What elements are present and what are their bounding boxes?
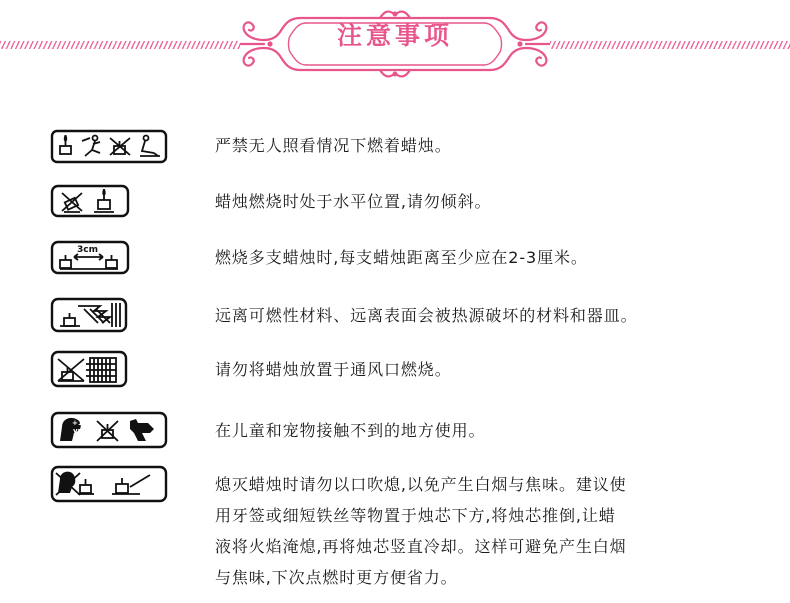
keep-level-icon (50, 184, 130, 218)
no-blow-out-icon (50, 465, 168, 503)
notice-text-line: 熄灭蜡烛时请勿以口吹熄,以免产生白烟与焦味。建议使 (215, 475, 627, 494)
notice-text: 请勿将蜡烛放置于通风口燃烧。 (215, 360, 452, 379)
notice-text: 严禁无人照看情况下燃着蜡烛。 (215, 136, 452, 155)
spacing-label: 3cm (77, 245, 98, 255)
page-header (0, 0, 790, 80)
svg-text:yrs: yrs (73, 427, 86, 435)
svg-text:+15: +15 (72, 419, 88, 427)
notice-text: 燃烧多支蜡烛时,每支蜡烛距离至少应在2-3厘米。 (215, 248, 588, 267)
notice-text-line: 用牙签或细短铁丝等物置于烛芯下方,将烛芯推倒,让蜡 (215, 506, 616, 525)
notice-text: 远离可燃性材料、远离表面会被热源破坏的材料和器皿。 (215, 306, 638, 325)
notice-text-multiline (215, 469, 715, 593)
candle-spacing-icon (50, 240, 130, 275)
notice-text: 在儿童和宠物接触不到的地方使用。 (215, 421, 486, 440)
page-title: 注意事项 (336, 21, 453, 50)
keep-from-children-pets-icon (50, 411, 168, 449)
no-draft-icon (50, 350, 128, 388)
notice-text: 蜡烛燃烧时处于水平位置,请勿倾斜。 (215, 192, 492, 211)
keep-away-flammable-icon (50, 297, 128, 333)
no-unattended-candle-icon (50, 129, 168, 164)
notice-text-line: 液将火焰淹熄,再将烛芯竖直冷却。这样可避免产生白烟 (215, 537, 627, 556)
notice-text-line: 与焦味,下次点燃时更方便省力。 (215, 568, 458, 587)
